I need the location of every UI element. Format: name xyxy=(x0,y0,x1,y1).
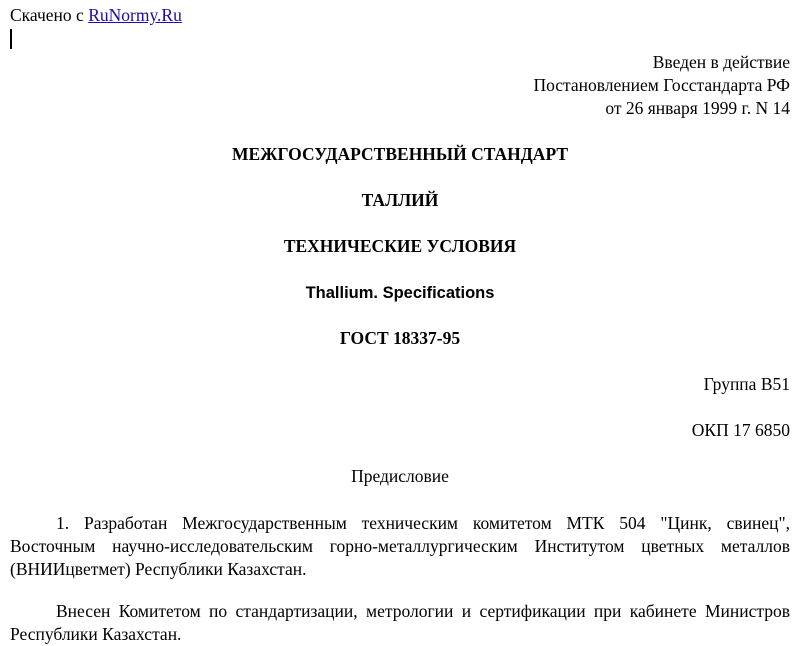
standard-subtitle-heading: ТЕХНИЧЕСКИЕ УСЛОВИЯ xyxy=(283,236,517,256)
enactment-line-2: Постановлением Госстандарта РФ xyxy=(533,75,790,95)
standard-code: ГОСТ 18337-95 xyxy=(339,328,461,348)
preface-heading: Предисловие xyxy=(351,466,449,486)
standard-subject-heading: ТАЛЛИЙ xyxy=(361,190,439,210)
enactment-line-3: от 26 января 1999 г. N 14 xyxy=(605,98,790,118)
okp-label: ОКП 17 6850 xyxy=(691,420,790,440)
enactment-line-1: Введен в действие xyxy=(652,52,790,72)
source-link[interactable]: RuNormy.Ru xyxy=(88,5,182,25)
text-cursor xyxy=(10,29,12,49)
preface-paragraph-1-text: 1. Разработан Межгосударственным техническим комитетом МТК 504 "Цинк, свинец", Восточным научно-исследовательским горно-металлургическим Институтом цветных металлов (ВНИИцветмет) Республики Казахстан. xyxy=(10,513,790,579)
preface-paragraph-1 xyxy=(10,512,790,581)
source-prefix: Скачено с xyxy=(10,5,84,25)
preface-paragraph-2 xyxy=(10,600,790,646)
preface-paragraph-2-text: Внесен Комитетом по стандартизации, метрологии и сертификации при кабинете Министров Республики Казахстан. xyxy=(10,601,790,644)
group-label: Группа В51 xyxy=(703,374,790,394)
source-line xyxy=(10,5,182,25)
document-page xyxy=(10,0,790,646)
standard-type-heading: МЕЖГОСУДАРСТВЕННЫЙ СТАНДАРТ xyxy=(231,144,569,164)
english-title: Thallium. Specifications xyxy=(305,284,495,302)
